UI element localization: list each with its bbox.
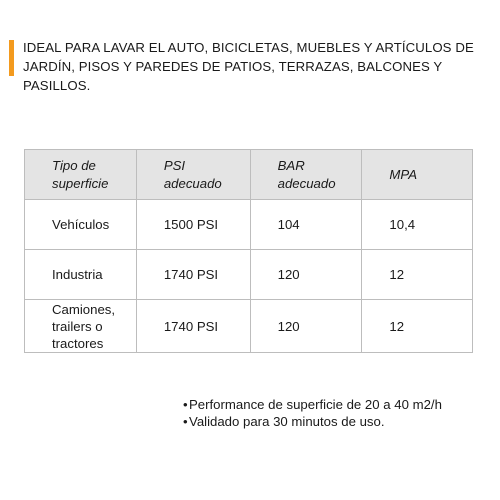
cell-line: tractores [52,335,104,351]
cell-surface [25,200,137,250]
cell-line: Industria [52,267,103,282]
cell-mpa: 10,4 [362,200,473,250]
cell-psi: 1740 PSI [136,300,250,353]
column-header-line: PSI [163,157,186,173]
column-header-mpa [362,150,473,200]
cell-psi: 1740 PSI [136,250,250,300]
column-header-line: MPA [389,166,418,182]
column-header-line: BAR [277,157,305,173]
column-header-line: Tipo de [52,157,96,173]
cell-bar: 104 [250,200,362,250]
cell-psi: 1500 PSI [136,200,250,250]
specs-table [24,149,473,353]
table-body [25,200,473,353]
cell-mpa: 12 [362,300,473,353]
cell-surface [25,250,137,300]
table-row [25,200,473,250]
column-header-surface [25,150,137,200]
table-row [25,300,473,353]
table-header [25,150,473,200]
table-header-row [25,150,473,200]
note-text: Performance de superficie de 20 a 40 m2/h [189,397,442,412]
column-header-line: superficie [52,175,109,191]
note-text: Validado para 30 minutos de uso. [189,414,385,429]
column-header-psi [136,150,250,200]
bullet-icon: • [183,397,188,412]
note-item [183,413,442,430]
header-block [9,38,479,95]
bullet-icon: • [183,414,188,429]
header-title [23,38,479,95]
cell-bar: 120 [250,300,362,353]
header-line: JARDÍN, PISOS Y PAREDES DE PATIOS, TERRAZAS, BALCONES Y PASILLOS. [23,59,443,93]
cell-line: Vehículos [52,217,110,232]
cell-line: trailers o [52,318,103,334]
cell-line: Camiones, [52,301,116,317]
column-header-bar [250,150,362,200]
cell-bar: 120 [250,250,362,300]
header-line: IDEAL PARA LAVAR EL AUTO, BICICLETAS, MUEBLES Y ARTÍCULOS DE [23,40,474,55]
cell-mpa: 12 [362,250,473,300]
table-row [25,250,473,300]
accent-bar [9,40,14,76]
note-item [183,396,442,413]
column-header-line: adecuado [163,175,222,191]
notes-list [183,396,442,430]
cell-surface [25,300,137,353]
column-header-line: adecuado [277,175,336,191]
